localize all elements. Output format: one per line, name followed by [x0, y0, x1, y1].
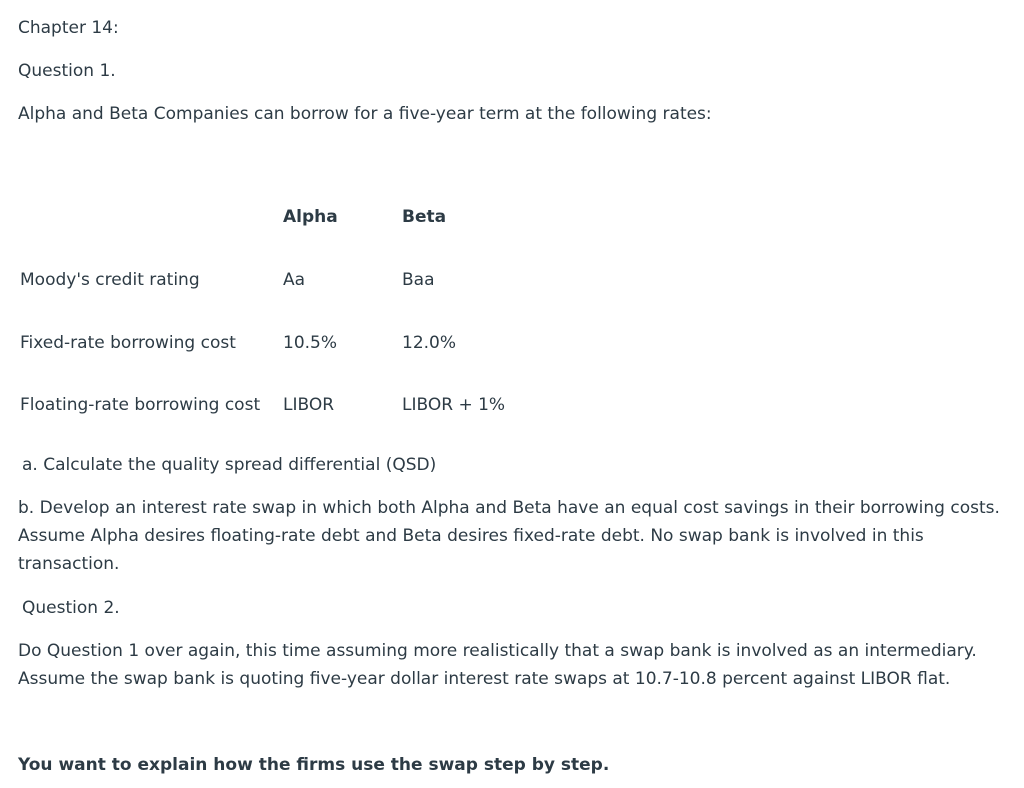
- table-cell-alpha: 10.5%: [283, 333, 338, 353]
- question1-part-a: a. Calculate the quality spread differential (QSD): [22, 455, 437, 475]
- table-row-label: Floating-rate borrowing cost: [20, 395, 261, 415]
- table-cell-alpha: Aa: [283, 270, 306, 290]
- table-cell-beta: Baa: [402, 270, 435, 290]
- chapter-title: Chapter 14:: [18, 18, 119, 38]
- question2-body: Do Question 1 over again, this time assuming more realistically that a swap bank is involved as an intermediary. Assume the swap bank is quoting five-year dollar interest rate swaps at 10.7-10.8 percent against LIBOR flat.: [18, 641, 977, 689]
- table-cell-beta: LIBOR + 1%: [402, 395, 506, 415]
- closing-instruction: You want to explain how the firms use the swap step by step.: [18, 755, 610, 775]
- table-cell-alpha: LIBOR: [283, 395, 335, 415]
- question1-intro: Alpha and Beta Companies can borrow for a five-year term at the following rates:: [18, 104, 712, 124]
- table-cell-beta: 12.0%: [402, 333, 457, 353]
- table-header-alpha: Alpha: [283, 207, 338, 227]
- table-row-label: Moody's credit rating: [20, 270, 200, 290]
- table-header-beta: Beta: [402, 207, 447, 227]
- question1-heading: Question 1.: [18, 61, 116, 81]
- question2-heading: Question 2.: [22, 598, 120, 618]
- table-row-label: Fixed-rate borrowing cost: [20, 333, 236, 353]
- question1-part-b: b. Develop an interest rate swap in which both Alpha and Beta have an equal cost savings in their borrowing costs. Assume Alpha desires floating-rate debt and Beta desires fixed-rate debt. No swap bank is involved in this transaction.: [18, 498, 1000, 574]
